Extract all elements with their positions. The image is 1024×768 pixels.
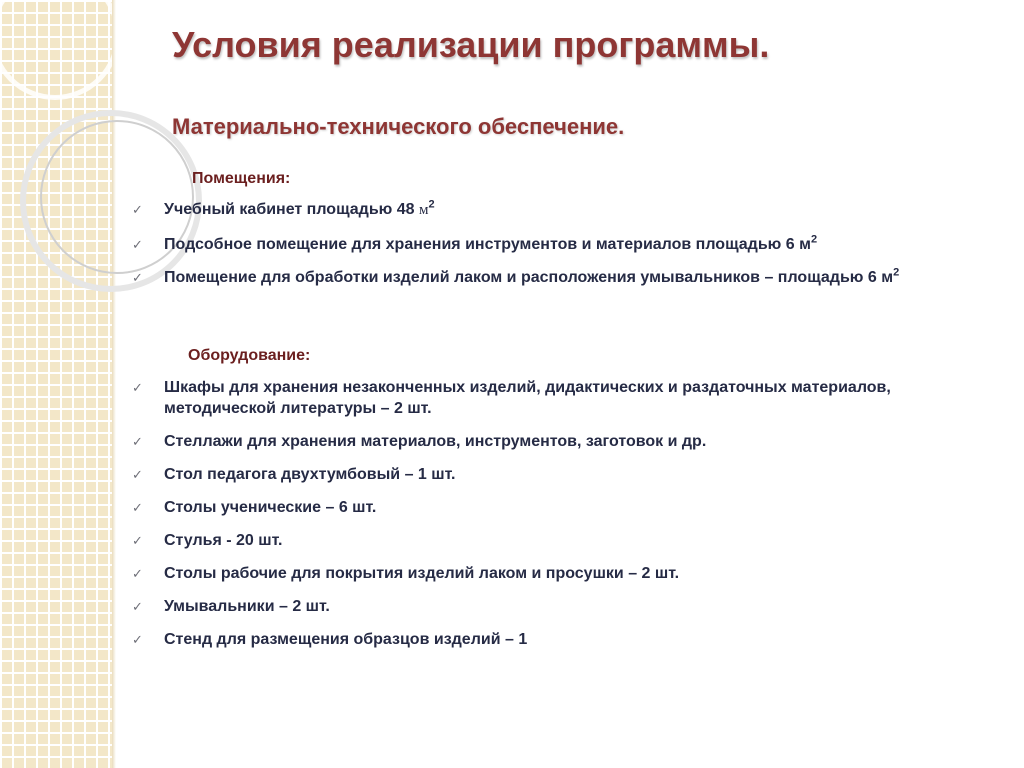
check-icon: ✓ — [132, 599, 143, 614]
check-icon: ✓ — [132, 270, 143, 285]
check-icon: ✓ — [132, 434, 143, 449]
check-icon: ✓ — [132, 202, 143, 217]
decorative-ring — [0, 0, 112, 100]
check-icon: ✓ — [132, 237, 143, 252]
list-item: ✓ Шкафы для хранения незаконченных изделий, дидактических и раздаточных материалов, методической литературы – 2 шт. — [132, 379, 891, 417]
slide-title: Условия реализации программы. — [172, 24, 770, 65]
equipment-heading: Оборудование: — [188, 347, 311, 364]
list-item: ✓ Стеллажи для хранения материалов, инструментов, заготовок и др. — [132, 433, 707, 450]
list-item: ✓ Стол педагога двухтумбовый – 1 шт. — [132, 466, 456, 483]
list-item: ✓ Учебный кабинет площадью 48 $м^2$ — [132, 198, 435, 218]
rooms-list — [132, 199, 952, 288]
list-item: ✓ Столы ученические – 6 шт. — [132, 499, 377, 516]
rooms-heading: Помещения: — [192, 170, 291, 187]
check-icon: ✓ — [132, 467, 143, 482]
list-item: ✓ Стенд для размещения образцов изделий – 1 — [132, 631, 528, 648]
check-icon: ✓ — [132, 533, 143, 548]
equipment-list — [132, 377, 962, 650]
list-item: ✓ Столы рабочие для покрытия изделий лаком и просушки – 2 шт. — [132, 565, 680, 582]
slide-subtitle: Материально-технического обеспечение. — [172, 114, 625, 139]
check-icon: ✓ — [132, 566, 143, 581]
list-item: ✓ Помещение для обработки изделий лаком и расположения умывальников – площадью 6 $м^2$ — [132, 266, 900, 286]
list-item: ✓ Подсобное помещение для хранения инструментов и материалов площадью 6 $м^2$ — [132, 233, 818, 253]
check-icon: ✓ — [132, 380, 143, 395]
list-item: ✓ Умывальники – 2 шт. — [132, 598, 330, 615]
check-icon: ✓ — [132, 632, 143, 647]
check-icon: ✓ — [132, 500, 143, 515]
list-item: ✓ Стулья - 20 шт. — [132, 532, 283, 549]
